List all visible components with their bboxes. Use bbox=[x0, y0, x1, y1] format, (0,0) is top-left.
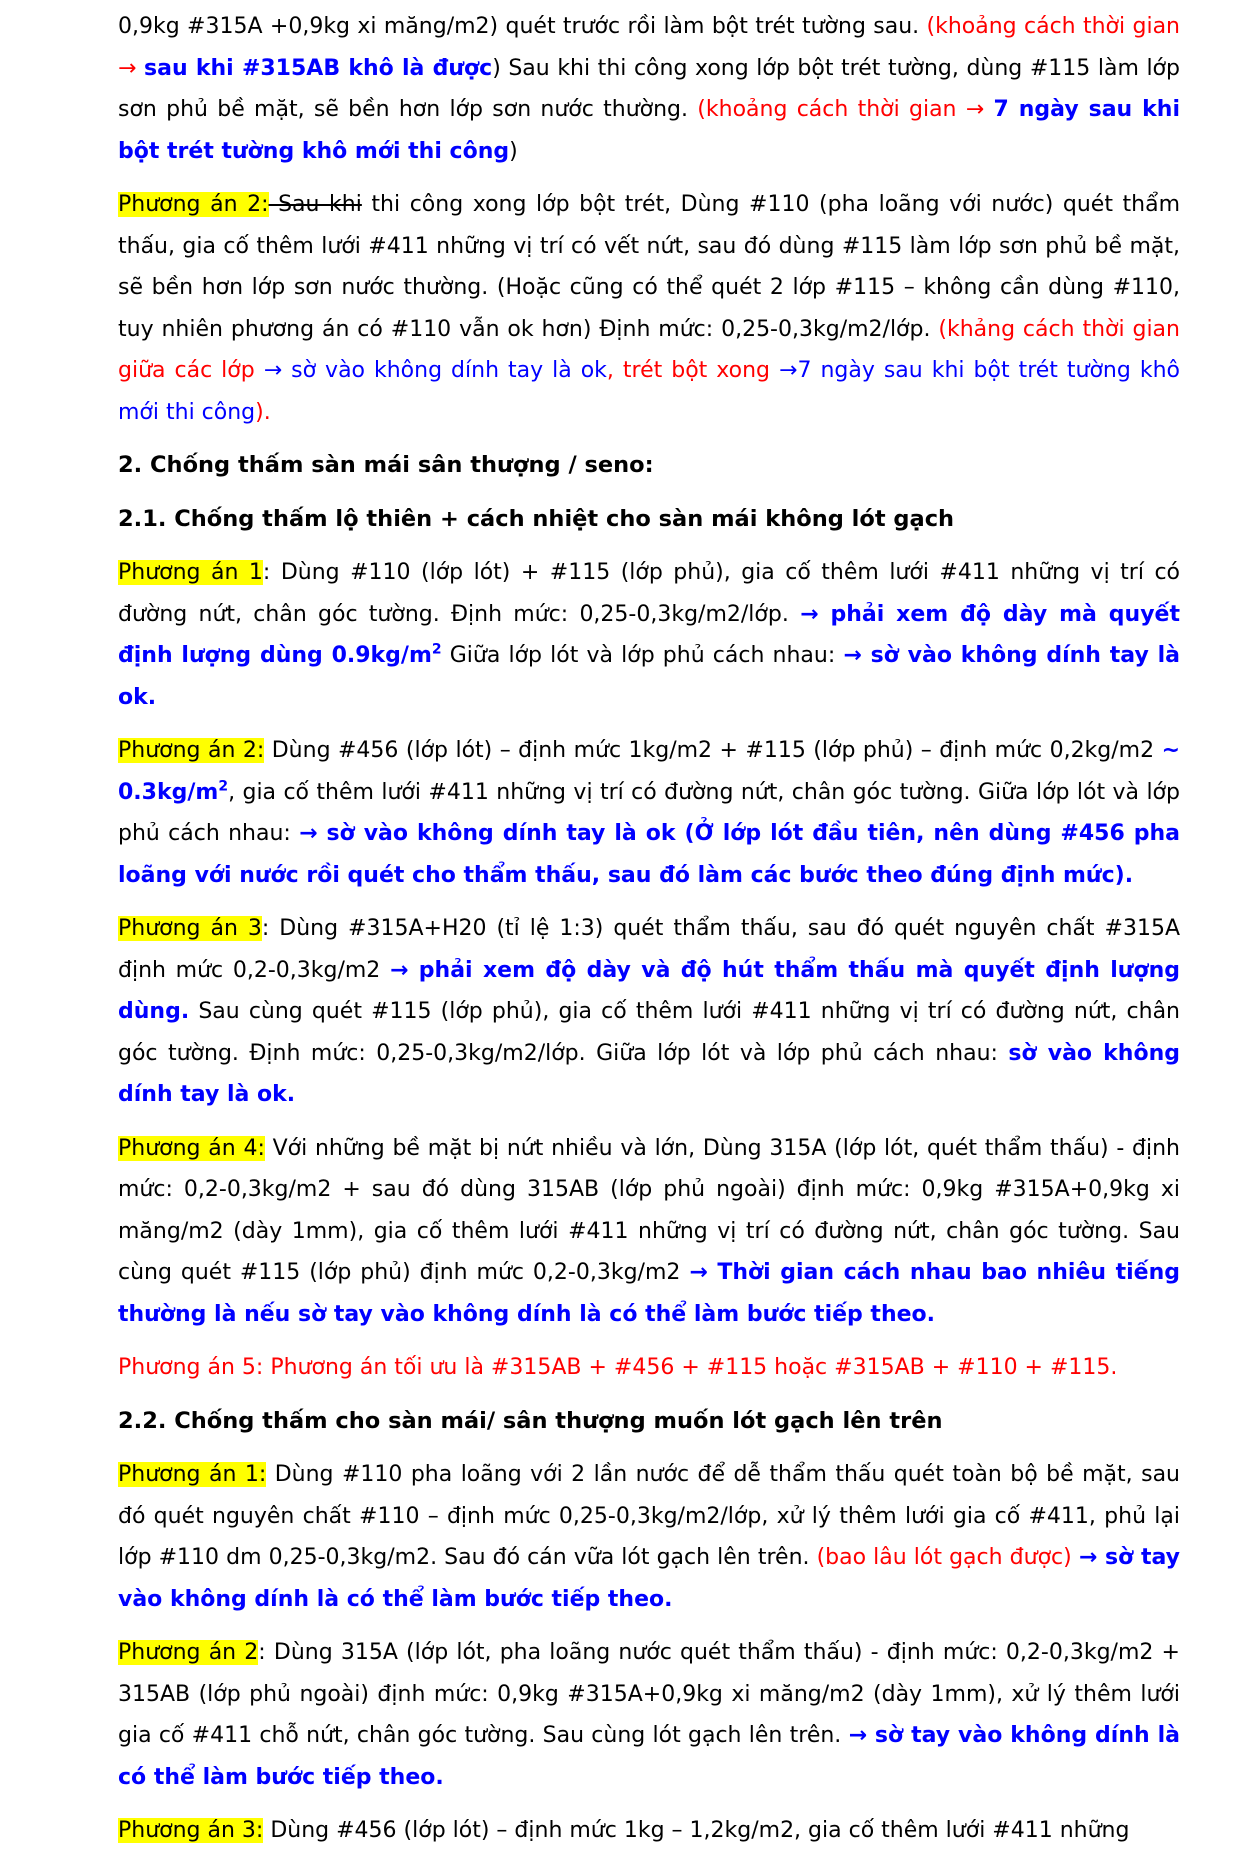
note-blue: →7 ngày sau khi bột trét tường khô mới thi công bbox=[118, 358, 1180, 425]
option-label-highlight: Phương án 3: bbox=[118, 1818, 264, 1843]
paragraph-roof-option-1 bbox=[118, 552, 1180, 718]
paragraph-tile-option-3 bbox=[118, 1810, 1180, 1852]
note-red: , trét bột xong bbox=[606, 358, 780, 383]
superscript: 2 bbox=[218, 778, 229, 795]
option-label-highlight: Phương án 2 bbox=[118, 1640, 259, 1665]
note-red: ). bbox=[255, 399, 271, 425]
text: Dùng #110 pha loãng với 2 lần nước để dễ thẩm thấu quét toàn bộ bề mặt, sau đó quét nguyên chất #110 – định mức 0,25-0,3kg/m2/lớp, xử lý thêm lưới gia cố #411, phủ lại lớp #110 dm 0,25-0,3kg/m2. Sau đó cán vữa lót gạch lên trên. bbox=[118, 1462, 1180, 1570]
paragraph-roof-option-2 bbox=[118, 730, 1180, 896]
text: : Dùng #110 (lớp lót) + #115 (lớp phủ), gia cố thêm lưới #411 những vị trí có đường nứt, chân góc tường. Định mức: 0,25-0,3kg/m2/lớp. bbox=[118, 560, 1180, 627]
note-blue-bold: sau khi #315AB khô là được bbox=[144, 55, 493, 81]
heading-section-2-1: 2.1. Chống thấm lộ thiên + cách nhiệt cho sàn mái không lót gạch bbox=[118, 505, 955, 532]
paragraph-tile-option-2 bbox=[118, 1632, 1180, 1798]
text: : Dùng 315A (lớp lót, pha loãng nước quét thẩm thấu) - định mức: 0,2-0,3kg/m2 + 315AB (lớp phủ ngoài) định mức: 0,9kg #315A+0,9kg xi măng/m2 (dày 1mm), xử lý thêm lưới gia cố #411 chỗ nứt, chân góc tường. Sau cùng lót gạch lên trên. bbox=[118, 1640, 1180, 1748]
option-label-highlight: Phương án 1 bbox=[118, 560, 263, 585]
paragraph-roof-option-4 bbox=[118, 1128, 1180, 1336]
text: Giữa lớp lót và lớp phủ cách nhau: bbox=[441, 643, 844, 668]
paragraph-wall-option-1-continued bbox=[118, 6, 1180, 172]
text: : Dùng #315A+H20 (tỉ lệ 1:3) quét thẩm thấu, sau đó quét nguyên chất #315A định mức 0,2-0,3kg/m2 bbox=[118, 916, 1180, 983]
paragraph-roof-option-3 bbox=[118, 908, 1180, 1116]
note-red: (bao lâu lót gạch được) bbox=[816, 1545, 1079, 1570]
document-page bbox=[118, 6, 1180, 1864]
text: Với những bề mặt bị nứt nhiều và lớn, Dùng 315A (lớp lót, quét thẩm thấu) - định mức: 0,2-0,3kg/m2 + sau đó dùng 315AB (lớp phủ ngoài) định mức: 0,9kg #315A+0,9kg xi măng/m2 (dày 1mm), gia cố thêm lưới #411 những vị trí có đường nứt, chân góc tường. Sau cùng quét #115 (lớp phủ) định mức 0,2-0,3kg/m2 bbox=[118, 1135, 1180, 1285]
text: ) Sau khi thi công xong lớp bột trét tường, dùng #115 làm lớp sơn phủ bề mặt, sẽ bền hơn lớp sơn nước thường. bbox=[118, 55, 1180, 122]
note-blue-bold: sờ vào không dính tay là ok. bbox=[118, 1040, 1180, 1107]
note-blue-bold: → sờ tay vào không dính là có thể làm bước tiếp theo. bbox=[118, 1545, 1180, 1612]
text: Dùng #456 (lớp lót) – định mức 1kg – 1,2kg/m2, gia cố thêm lưới #411 những bbox=[263, 1818, 1130, 1843]
note-blue-bold: → phải xem độ dày và độ hút thẩm thấu mà quyết định lượng dùng. bbox=[118, 957, 1180, 1024]
option-label-highlight: Phương án 2: bbox=[118, 738, 265, 763]
note-red: (khoảng cách thời gian → bbox=[118, 14, 1180, 81]
note-blue-bold: ~ 0.3kg/m bbox=[118, 738, 1181, 805]
text: ) bbox=[509, 138, 518, 164]
note-blue: → sờ vào không dính tay là ok bbox=[263, 358, 607, 383]
heading-section-2-2: 2.2. Chống thấm cho sàn mái/ sân thượng muốn lót gạch lên trên bbox=[118, 1407, 943, 1434]
paragraph-roof-option-5: Phương án 5: Phương án tối ưu là #315AB + #456 + #115 hoặc #315AB + #110 + #115. bbox=[118, 1355, 1118, 1380]
note-blue-bold: → sờ vào không dính tay là ok (Ở lớp lót đầu tiên, nên dùng #456 pha loãng với nước rồi quét cho thẩm thấu, sau đó làm các bước theo đúng định mức). bbox=[118, 821, 1181, 888]
note-red: (khoảng cách thời gian → bbox=[697, 97, 994, 122]
paragraph-tile-option-1 bbox=[118, 1454, 1180, 1620]
note-red: (khảng cách thời gian giữa các lớp bbox=[118, 316, 1180, 383]
text: Sau cùng quét #115 (lớp phủ), gia cố thêm lưới #411 những vị trí có đường nứt, chân góc tường. Định mức: 0,25-0,3kg/m2/lớp. Giữa lớp lót và lớp phủ cách nhau: bbox=[118, 999, 1180, 1066]
note-blue-bold: → sờ tay vào không dính là có thể làm bước tiếp theo. bbox=[118, 1723, 1180, 1790]
option-label-highlight: Phương án 4: bbox=[118, 1135, 265, 1161]
strikethrough-text: Sau khi bbox=[268, 192, 362, 217]
option-label-highlight: Phương án 2: bbox=[118, 192, 269, 217]
text: 0,9kg #315A +0,9kg xi măng/m2) quét trước rồi làm bột trét tường sau. bbox=[118, 14, 927, 39]
option-label-highlight: Phương án 1: bbox=[118, 1462, 267, 1487]
heading-section-2: 2. Chống thấm sàn mái sân thượng / seno: bbox=[118, 452, 654, 478]
note-blue-bold: → Thời gian cách nhau bao nhiêu tiếng thường là nếu sờ tay vào không dính là có thể làm bước tiếp theo. bbox=[118, 1260, 1180, 1327]
text: , gia cố thêm lưới #411 những vị trí có đường nứt, chân góc tường. Giữa lớp lót và lớp phủ cách nhau: bbox=[118, 779, 1180, 846]
text: thi công xong lớp bột trét, Dùng #110 (pha loãng với nước) quét thẩm thấu, gia cố thêm lưới #411 những vị trí có vết nứt, sau đó dùng #115 làm lớp sơn phủ bề mặt, sẽ bền hơn lớp sơn nước thường. (Hoặc cũng có thể quét 2 lớp #115 – không cần dùng #110, tuy nhiên phương án có #110 vẫn ok hơn) Định mức: 0,25-0,3kg/m2/lớp. bbox=[118, 192, 1181, 342]
text: Dùng #456 (lớp lót) – định mức 1kg/m2 + #115 (lớp phủ) – định mức 0,2kg/m2 bbox=[264, 738, 1162, 763]
paragraph-wall-option-2 bbox=[118, 184, 1180, 433]
note-blue-bold: 7 ngày sau khi bột trét tường khô mới thi công bbox=[118, 97, 1180, 164]
superscript: 2 bbox=[431, 641, 442, 658]
note-blue-bold: → sờ vào không dính tay là ok. bbox=[118, 643, 1180, 710]
note-blue-bold: → phải xem độ dày mà quyết định lượng dùng 0.9kg/m bbox=[118, 601, 1180, 668]
option-label-highlight: Phương án 3 bbox=[118, 916, 262, 941]
